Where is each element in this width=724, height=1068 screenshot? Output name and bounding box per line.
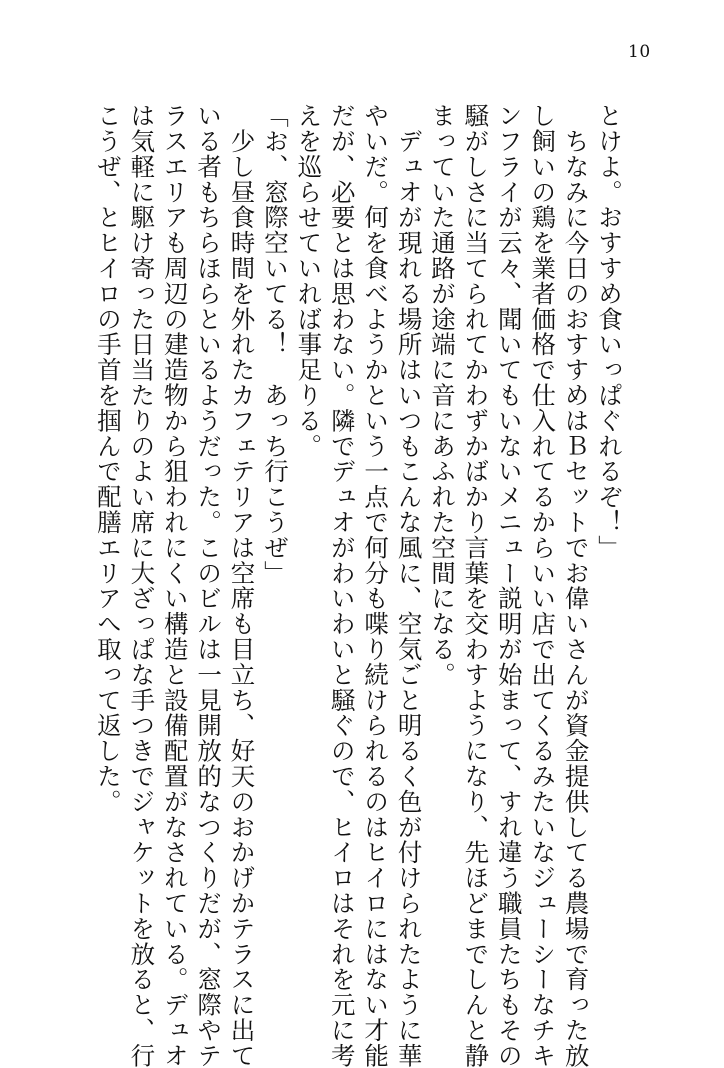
text-line: し飼いの鶏を業者価格で仕入れてるからいい店で出てくるみたいなジューシーなチキ xyxy=(528,103,558,1068)
text-line: だが、必要とは思わない。隣でデュオがわいわいと騒ぐので、ヒイロはそれを元に考 xyxy=(327,103,357,1068)
text-line: ちなみに今日のおすすめはＢセットでお偉いさんが資金提供してる農場で育った放 xyxy=(561,103,591,1068)
text-line: は気軽に駆け寄った日当たりのよい席に大ざっぱな手つきでジャケットを放ると、行 xyxy=(127,103,157,1068)
text-line: とけよ。おすすめ食いっぱぐれるぞ！」 xyxy=(595,103,624,561)
text-line: 「お、窓際空いてる！ あっち行こうぜ」 xyxy=(260,103,290,586)
text-line: ラスエリアも周辺の建造物から狙われにくい構造と設備配置がなされている。デュオ xyxy=(160,103,190,1068)
text-line: いる者もちらほらといるようだった。このビルは一見開放的なつくりだが、窓際やテ xyxy=(194,103,224,1068)
text-line: デュオが現れる場所はいつもこんな風に、空気ごと明るく色が付けられたように華 xyxy=(394,103,424,1068)
text-line: えを巡らせていれば事足りる。 xyxy=(294,103,324,459)
page-number: 10 xyxy=(628,42,651,62)
text-line: 少し昼食時間を外れたカフェテリアは空席も目立ち、好天のおかげかテラスに出て xyxy=(227,103,257,1068)
text-line: 騒がしさに当てられてかわずかばかり言葉を交わすようになり、先ほどまでしんと静 xyxy=(461,103,491,1068)
text-line: こうぜ、とヒイロの手首を掴んで配膳エリアへ取って返した。 xyxy=(93,103,123,815)
body-text xyxy=(92,103,627,1068)
text-line: やいだ。何を食べようかという一点で何分も喋り続けられるのはヒイロにはない才能 xyxy=(361,103,391,1068)
text-line: ンフライが云々、聞いてもいないメニュー説明が始まって、すれ違う職員たちもその xyxy=(494,103,524,1068)
text-line: まっていた通路が途端に音にあふれた空間になる。 xyxy=(427,103,457,688)
